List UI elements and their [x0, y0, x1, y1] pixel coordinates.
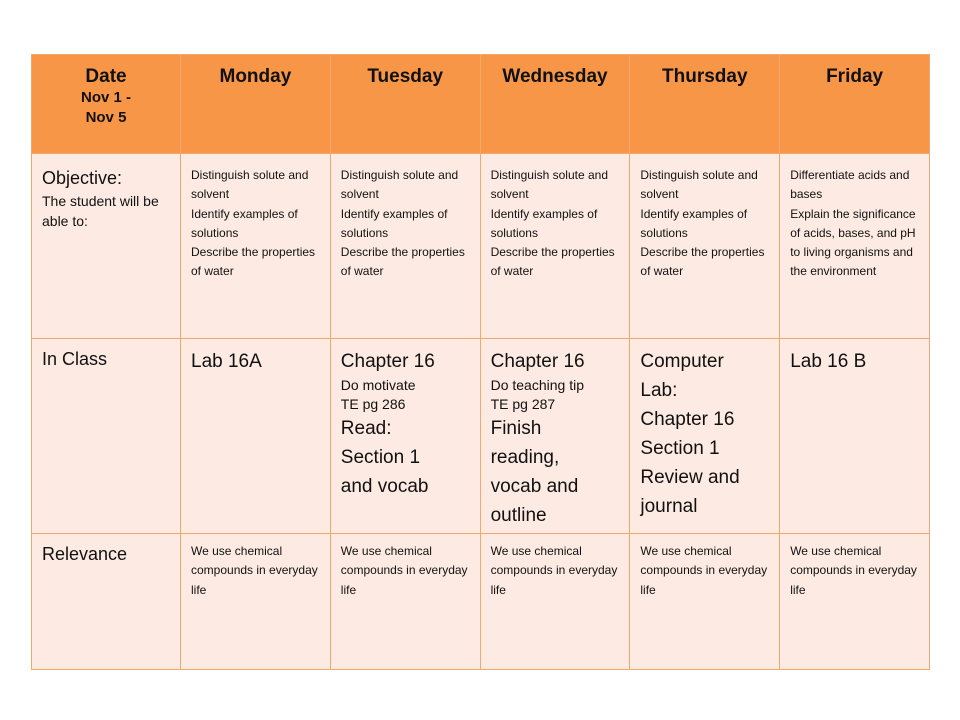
- objective-friday: Differentiate acids and bases Explain the significance of acids, bases, and pH to living organisms and the environment: [780, 154, 930, 339]
- objective-row: [32, 154, 930, 339]
- objective-label: Objective:: [42, 168, 123, 188]
- in-class-friday: Lab 16 B: [780, 339, 930, 534]
- day-header-wednesday: Wednesday: [480, 55, 630, 154]
- in-class-wednesday: [480, 339, 630, 534]
- relevance-friday: We use chemical compounds in everyday life: [780, 534, 930, 670]
- lesson-plan-table: [31, 54, 930, 670]
- relevance-thursday: We use chemical compounds in everyday life: [630, 534, 780, 670]
- day-header-tuesday: Tuesday: [330, 55, 480, 154]
- day-header-thursday: Thursday: [630, 55, 780, 154]
- header-row: [32, 55, 930, 154]
- in-class-monday: Lab 16A: [181, 339, 331, 534]
- objective-thursday: Distinguish solute and solvent Identify examples of solutions Describe the properties of water: [630, 154, 780, 339]
- objective-sublabel: The student will be able to:: [42, 193, 159, 229]
- relevance-wednesday: We use chemical compounds in everyday life: [480, 534, 630, 670]
- day-header-friday: Friday: [780, 55, 930, 154]
- in-class-wednesday-note: Do teaching tip TE pg 287: [490, 377, 584, 412]
- date-range-start: Nov 1 -: [80, 89, 131, 106]
- in-class-thursday: Computer Lab: Chapter 16 Section 1 Review and journal: [630, 339, 780, 534]
- relevance-tuesday: We use chemical compounds in everyday life: [330, 534, 480, 670]
- objective-wednesday: Distinguish solute and solvent Identify examples of solutions Describe the properties of water: [480, 154, 630, 339]
- relevance-label-cell: [32, 534, 181, 670]
- in-class-label: In Class: [42, 349, 108, 369]
- objective-label-cell: [32, 154, 181, 339]
- day-header-monday: Monday: [181, 55, 331, 154]
- in-class-wednesday-title: Chapter 16: [490, 351, 585, 372]
- objective-monday: Distinguish solute and solvent Identify examples of solutions Describe the properties of water: [181, 154, 331, 339]
- relevance-row: [32, 534, 930, 670]
- in-class-wednesday-task: Finish reading, vocab and outline: [490, 418, 579, 526]
- in-class-tuesday: [330, 339, 480, 534]
- in-class-label-cell: [32, 339, 181, 534]
- objective-tuesday: Distinguish solute and solvent Identify examples of solutions Describe the properties of water: [330, 154, 480, 339]
- relevance-monday: We use chemical compounds in everyday life: [181, 534, 331, 670]
- date-label: Date: [85, 66, 127, 87]
- in-class-tuesday-task: Read: Section 1 and vocab: [340, 418, 429, 497]
- date-range-end: Nov 5: [85, 109, 127, 126]
- in-class-row: [32, 339, 930, 534]
- in-class-tuesday-title: Chapter 16: [340, 351, 435, 372]
- date-header-cell: [32, 55, 181, 154]
- relevance-label: Relevance: [42, 544, 128, 564]
- in-class-tuesday-note: Do motivate TE pg 286: [340, 377, 416, 412]
